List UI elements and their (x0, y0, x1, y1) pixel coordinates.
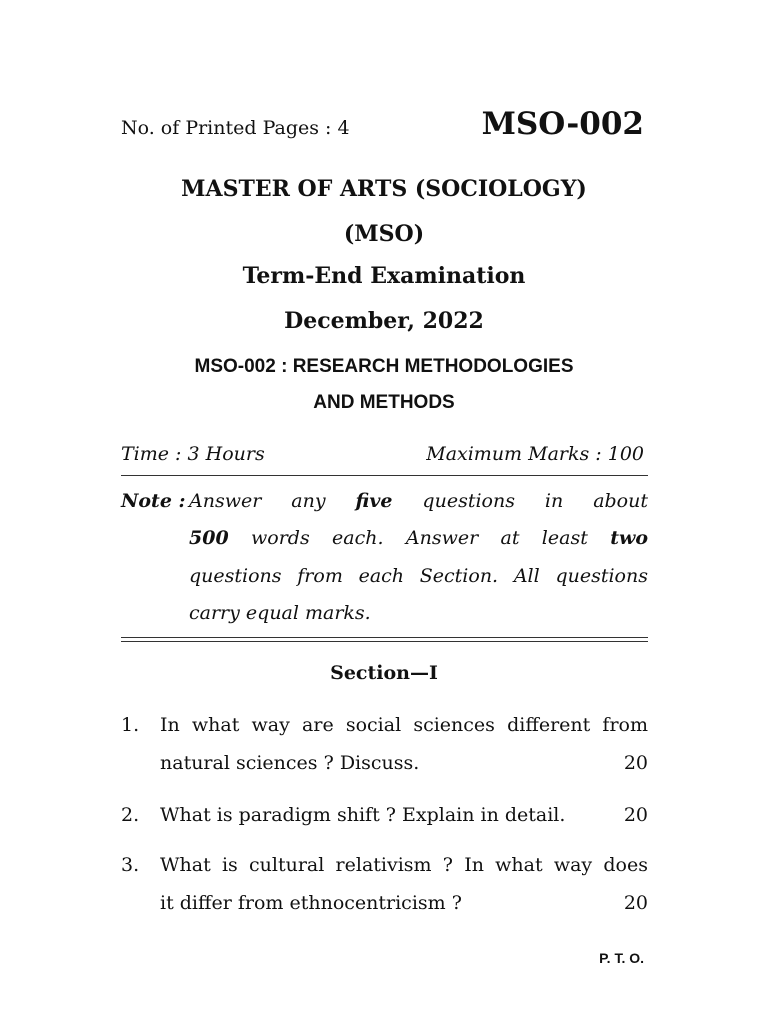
note-line-2 (189, 527, 648, 553)
note-text: Answer any (189, 490, 356, 512)
programme-abbr: (MSO) (343, 221, 425, 247)
question-number: 1. (121, 714, 140, 736)
programme-title: MASTER OF ARTS (SOCIOLOGY) (181, 176, 587, 202)
paper-code: MSO-002 (481, 106, 644, 142)
question-text: What is paradigm shift ? Explain in detail. (160, 804, 566, 826)
note-line-4: carry equal marks. (189, 602, 371, 624)
question-3 (121, 854, 648, 924)
question-marks: 20 (623, 892, 648, 914)
note-line-1 (189, 490, 648, 516)
question-text: it differ from ethnocentricism ? (160, 892, 462, 914)
page-turn-indicator: P. T. O. (599, 950, 644, 966)
section-heading: Section—I (330, 662, 438, 684)
question-marks: 20 (623, 804, 648, 826)
note-label: Note : (121, 490, 186, 512)
note-emphasis: two (610, 527, 648, 549)
double-divider (121, 637, 648, 642)
time-allowed: Time : 3 Hours (121, 443, 265, 465)
note-text: questions in about (392, 490, 648, 512)
course-title-line2: AND METHODS (313, 392, 455, 413)
note-line-3: questions from each Section. All questions (189, 565, 648, 587)
printed-pages: No. of Printed Pages : 4 (121, 117, 350, 139)
maximum-marks: Maximum Marks : 100 (426, 443, 644, 465)
divider (121, 475, 648, 476)
course-title-line1: MSO-002 : RESEARCH METHODOLOGIES (194, 356, 574, 377)
exam-name: Term-End Examination (242, 263, 526, 289)
question-marks: 20 (623, 752, 648, 774)
question-text: In what way are social sciences different from (160, 714, 648, 736)
exam-date: December, 2022 (284, 308, 484, 334)
question-number: 3. (121, 854, 140, 876)
note-emphasis: 500 (189, 527, 229, 549)
question-1 (121, 714, 648, 784)
question-number: 2. (121, 804, 140, 826)
note-emphasis: five (355, 490, 393, 512)
note-text: words each. Answer at least (228, 527, 611, 549)
question-2 (121, 804, 648, 834)
question-text: natural sciences ? Discuss. (160, 752, 420, 774)
question-text: What is cultural relativism ? In what way does (160, 854, 648, 876)
